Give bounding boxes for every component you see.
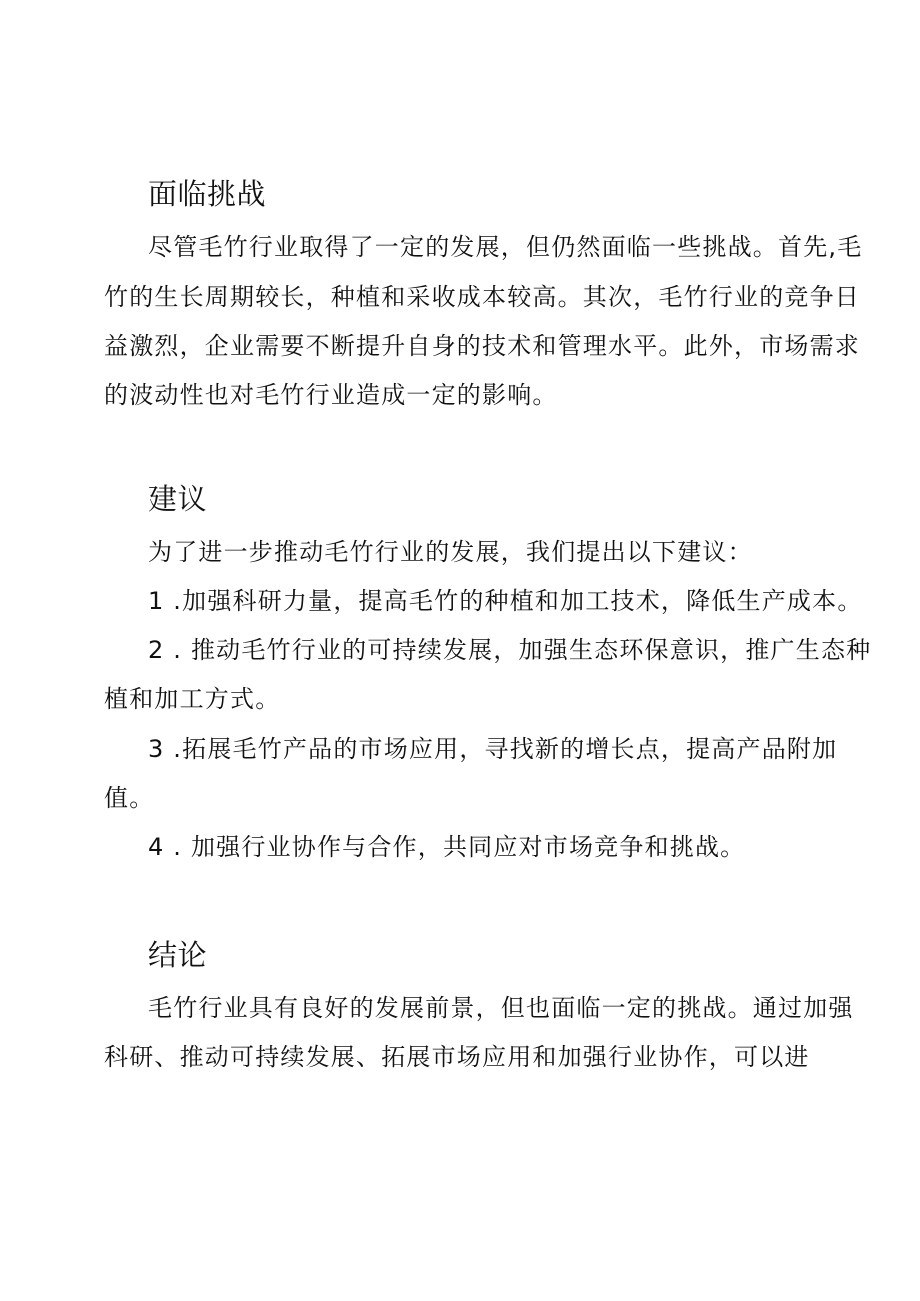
- list-item: 2 . 推动毛竹行业的可持续发展，加强生态环保意识，推广生态种: [148, 636, 872, 664]
- paragraph-line: 竹的生长周期较长，种植和采收成本较高。其次，毛竹行业的竞争日: [104, 283, 860, 311]
- section-heading-challenges: 面临挑战: [148, 177, 267, 211]
- section-heading-conclusion: 结论: [148, 938, 208, 972]
- paragraph-line: 尽管毛竹行业取得了一定的发展，但仍然面临一些挑战。首先,毛: [148, 233, 863, 261]
- paragraph-line: 科研、推动可持续发展、拓展市场应用和加强行业协作，可以进: [104, 1043, 810, 1071]
- paragraph-line: 的波动性也对毛竹行业造成一定的影响。: [104, 381, 558, 409]
- list-item: 1 .加强科研力量，提高毛竹的种植和加工技术，降低生产成本。: [148, 587, 863, 615]
- paragraph-intro: 为了进一步推动毛竹行业的发展，我们提出以下建议：: [148, 538, 753, 566]
- paragraph-line: 毛竹行业具有良好的发展前景，但也面临一定的挑战。通过加强: [148, 994, 854, 1022]
- list-item-continuation: 植和加工方式。: [104, 685, 281, 713]
- list-item-continuation: 值。: [104, 784, 155, 812]
- list-item: 3 .拓展毛竹产品的市场应用，寻找新的增长点，提高产品附加: [148, 735, 838, 763]
- list-item: 4 . 加强行业协作与合作，共同应对市场竞争和挑战。: [148, 833, 746, 861]
- paragraph-line: 益激烈，企业需要不断提升自身的技术和管理水平。此外，市场需求: [104, 332, 860, 360]
- section-heading-suggestions: 建议: [148, 482, 208, 516]
